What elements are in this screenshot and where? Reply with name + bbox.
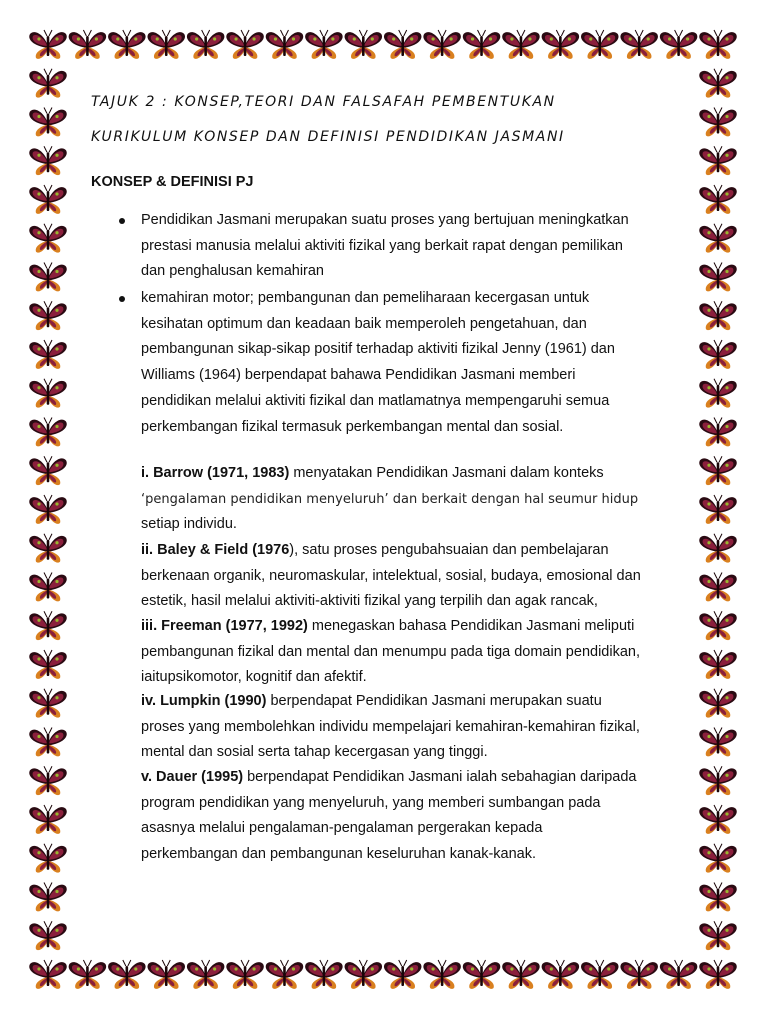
section-heading: KONSEP & DEFINISI PJ: [91, 174, 254, 190]
bullet-text-line: pembangunan sikap-sikap positif terhadap aktiviti fizikal Jenny (1961) dan: [141, 341, 615, 358]
definition-text-line: ‘pengalaman pendidikan menyeluruh’ dan berkait dengan hal seumur hidup: [141, 491, 639, 507]
definition-text-line: berkenaan organik, neuromaskular, intelektual, sosial, budaya, emosional dan: [141, 567, 641, 584]
bullet-icon: [119, 296, 125, 302]
definition-text-line: estetik, hasil melalui aktiviti-aktiviti fizikal yang terpilih dan agak rancak,: [141, 593, 598, 610]
bullet-text-line: Williams (1964) berpendapat bahawa Pendidikan Jasmani memberi: [141, 367, 576, 384]
title-line-1: TAJUK 2 : KONSEP,TEORI DAN FALSAFAH PEMBENTUKAN: [91, 94, 556, 110]
definition-text-line: iaitupsikomotor, kognitif dan afektif.: [141, 669, 367, 686]
definition-text-line: iii. Freeman (1977, 1992) menegaskan bahasa Pendidikan Jasmani meliputi: [141, 618, 635, 634]
definition-text-line: mental dan sosial serta tahap kecergasan yang tinggi.: [141, 744, 488, 761]
bullet-text-line: pendidikan melalui aktiviti fizikal dan matlamatnya mempengaruhi semua: [141, 392, 610, 409]
reference-author: iii. Freeman (1977, 1992): [141, 618, 308, 634]
bullet-text-line: prestasi manusia melalui aktiviti fizikal yang berkait rapat dengan pemilikan: [141, 237, 623, 254]
reference-author: ii. Baley & Field (1976: [141, 542, 290, 558]
definition-text-line: ii. Baley & Field (1976), satu proses pengubahsuaian dan pembelajaran: [141, 542, 609, 558]
title-line-2: KURIKULUM KONSEP DAN DEFINISI PENDIDIKAN JASMANI: [91, 129, 565, 145]
bullet-text-line: kemahiran motor; pembangunan dan pemeliharaan kecergasan untuk: [141, 290, 590, 306]
definition-text-line: program pendidikan yang menyeluruh, yang memberi sumbangan pada: [141, 794, 601, 811]
reference-author: iv. Lumpkin (1990): [141, 693, 267, 709]
definition-text-line: perkembangan dan pembangunan keseluruhan kanak-kanak.: [141, 846, 537, 863]
definition-text-line: i. Barrow (1971, 1983) menyatakan Pendidikan Jasmani dalam konteks: [141, 465, 604, 481]
bullet-text-line: dan penghalusan kemahiran: [141, 263, 324, 280]
definition-text-line: v. Dauer (1995) berpendapat Pendidikan Jasmani ialah sebahagian daripada: [141, 769, 637, 785]
definition-text-line: pembangunan fizikal dan mental dan menumpu pada tiga domain pendidikan,: [141, 643, 640, 660]
definition-text-line: proses yang membolehkan individu mempelajari kemahiran-kemahiran fizikal,: [141, 718, 640, 735]
bullet-text-line: Pendidikan Jasmani merupakan suatu proses yang bertujuan meningkatkan: [141, 212, 629, 228]
reference-author: v. Dauer (1995): [141, 769, 244, 785]
bullet-text-line: kesihatan optimum dan keadaan baik memperoleh pengetahuan, dan: [141, 315, 587, 332]
bullet-text-line: perkembangan fizikal termasuk perkembangan mental dan sosial.: [141, 418, 564, 435]
definition-text-line: asasnya melalui pengalaman-pengalaman pergerakan kepada: [141, 820, 543, 837]
definition-text-line: setiap individu.: [141, 516, 237, 533]
definition-text-line: iv. Lumpkin (1990) berpendapat Pendidikan Jasmani merupakan suatu: [141, 693, 602, 709]
reference-author: i. Barrow (1971, 1983): [141, 465, 290, 481]
bullet-icon: [119, 218, 125, 224]
